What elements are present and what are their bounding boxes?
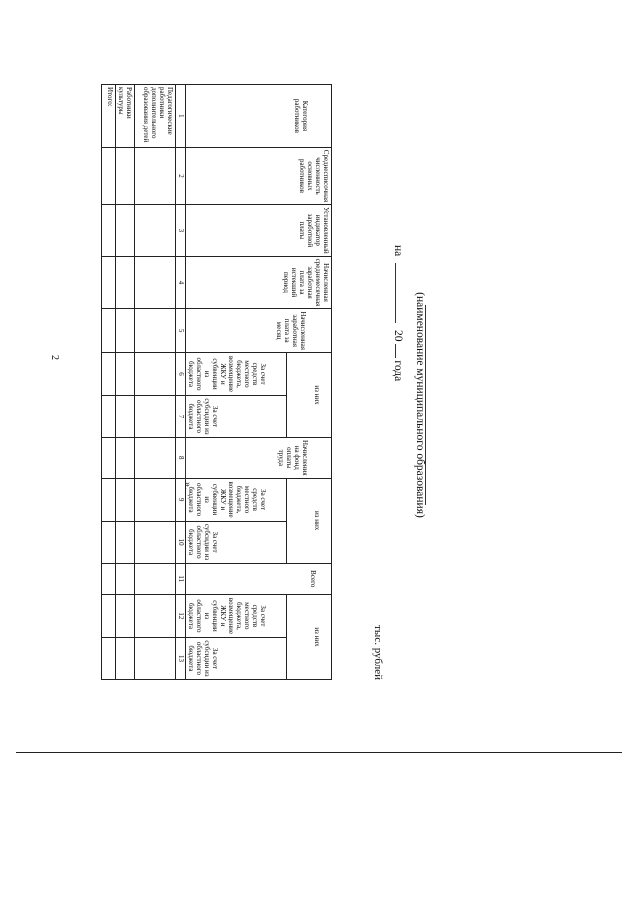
closing-blank (185, 360, 195, 480)
table-cell[interactable] (135, 309, 176, 353)
col-number: 9 (176, 478, 186, 521)
header-avg-accrued: Начисленная среднемесячная заработная плата за истекший период (186, 256, 332, 309)
col-number: 8 (176, 438, 186, 479)
table-cell[interactable] (135, 563, 176, 594)
header-accrued-month: Начисленная заработная плата за месяц (186, 309, 332, 353)
table-row (135, 85, 176, 680)
subheader-subsidy-1: За счет субсидии из областного бюджета (186, 396, 287, 438)
period-prefix: на (392, 245, 404, 257)
table-cell[interactable] (115, 637, 134, 679)
table-cell[interactable] (115, 563, 134, 594)
table-cell[interactable] (115, 521, 134, 563)
table-cell[interactable] (101, 521, 115, 563)
rotated-form-sheet (105, 60, 440, 680)
table-cell[interactable] (115, 396, 134, 438)
table-row (101, 85, 115, 680)
report-table (101, 84, 332, 680)
table-cell[interactable] (115, 353, 134, 396)
table-row (115, 85, 134, 680)
period-month-blank (395, 263, 406, 323)
col-number: 3 (176, 205, 186, 256)
table-cell[interactable] (101, 563, 115, 594)
header-category: Категория работников (186, 85, 332, 148)
table-cell[interactable] (101, 256, 115, 309)
table-cell[interactable] (135, 147, 176, 204)
closing-line (182, 360, 195, 490)
closing-quote: ». (182, 482, 193, 490)
table-cell[interactable] (135, 353, 176, 396)
subheader-local-3: За счет средств местного бюджета, возмещение ЖКУ и субвенции из областного бюджета (186, 594, 287, 637)
table-cell[interactable] (135, 256, 176, 309)
col-number: 2 (176, 147, 186, 204)
subheader-subsidy-3: За счет субсидии из областного бюджета (186, 637, 287, 679)
header-of-them-1: из них (287, 353, 332, 438)
units-label: тыс. рублей (372, 625, 384, 680)
header-indicator: Установленный индикатор заработной платы (186, 205, 332, 256)
table-cell[interactable] (115, 256, 134, 309)
table-cell[interactable] (135, 594, 176, 637)
col-number: 1 (176, 85, 186, 148)
row-label: Педагогические работники дополнительного образования детей (135, 85, 176, 148)
header-total: Всего (186, 563, 332, 594)
horizontal-rule (16, 752, 622, 753)
table-cell[interactable] (135, 205, 176, 256)
table-cell[interactable] (135, 396, 176, 438)
col-number: 4 (176, 256, 186, 309)
col-number: 11 (176, 563, 186, 594)
col-number: 5 (176, 309, 186, 353)
table-cell[interactable] (101, 353, 115, 396)
table-cell[interactable] (115, 438, 134, 479)
col-number: 13 (176, 637, 186, 679)
table-cell[interactable] (115, 205, 134, 256)
table-cell[interactable] (101, 478, 115, 521)
table-cell[interactable] (101, 594, 115, 637)
col-number: 10 (176, 521, 186, 563)
header-row (287, 85, 332, 680)
header-headcount: Среднесписочная численность основных работников (186, 147, 332, 204)
col-number: 12 (176, 594, 186, 637)
col-number: 6 (176, 353, 186, 396)
table-cell[interactable] (135, 637, 176, 679)
table-cell[interactable] (101, 309, 115, 353)
col-number: 7 (176, 396, 186, 438)
table-cell[interactable] (135, 478, 176, 521)
table-cell[interactable] (115, 594, 134, 637)
table-cell[interactable] (115, 147, 134, 204)
period-suffix: года (392, 360, 404, 382)
row-label: Итого: (101, 85, 115, 148)
header-of-them-3: из них (287, 594, 332, 679)
table-cell[interactable] (101, 205, 115, 256)
table-cell[interactable] (115, 478, 134, 521)
table-cell[interactable] (135, 521, 176, 563)
table-cell[interactable] (135, 438, 176, 479)
table-cell[interactable] (101, 438, 115, 479)
org-caption: (наименование муниципального образования) (414, 292, 426, 518)
period-year-blank (395, 344, 406, 358)
page-number: 2 (49, 355, 60, 360)
header-accrued-fund: Начисления на фонд оплаты труда (186, 438, 332, 479)
table-cell[interactable] (101, 147, 115, 204)
period-year: 20 (392, 330, 404, 342)
form-heading (360, 60, 440, 680)
subheader-local-1: За счет средств местного бюджета, возмещение ЖКУ и субвенции из областного бюджета (186, 353, 287, 396)
subheader-subsidy-2: За счет субсидии из областного бюджета (186, 521, 287, 563)
table-cell[interactable] (101, 637, 115, 679)
table-cell[interactable] (115, 309, 134, 353)
table-cell[interactable] (101, 396, 115, 438)
subheader-local-2: За счет средств местного бюджета, возмещение ЖКУ и субвенции из областного бюджета (186, 478, 287, 521)
period-line (392, 245, 406, 545)
header-of-them-2: из них (287, 478, 332, 563)
row-label: Работники культуры (115, 85, 134, 148)
